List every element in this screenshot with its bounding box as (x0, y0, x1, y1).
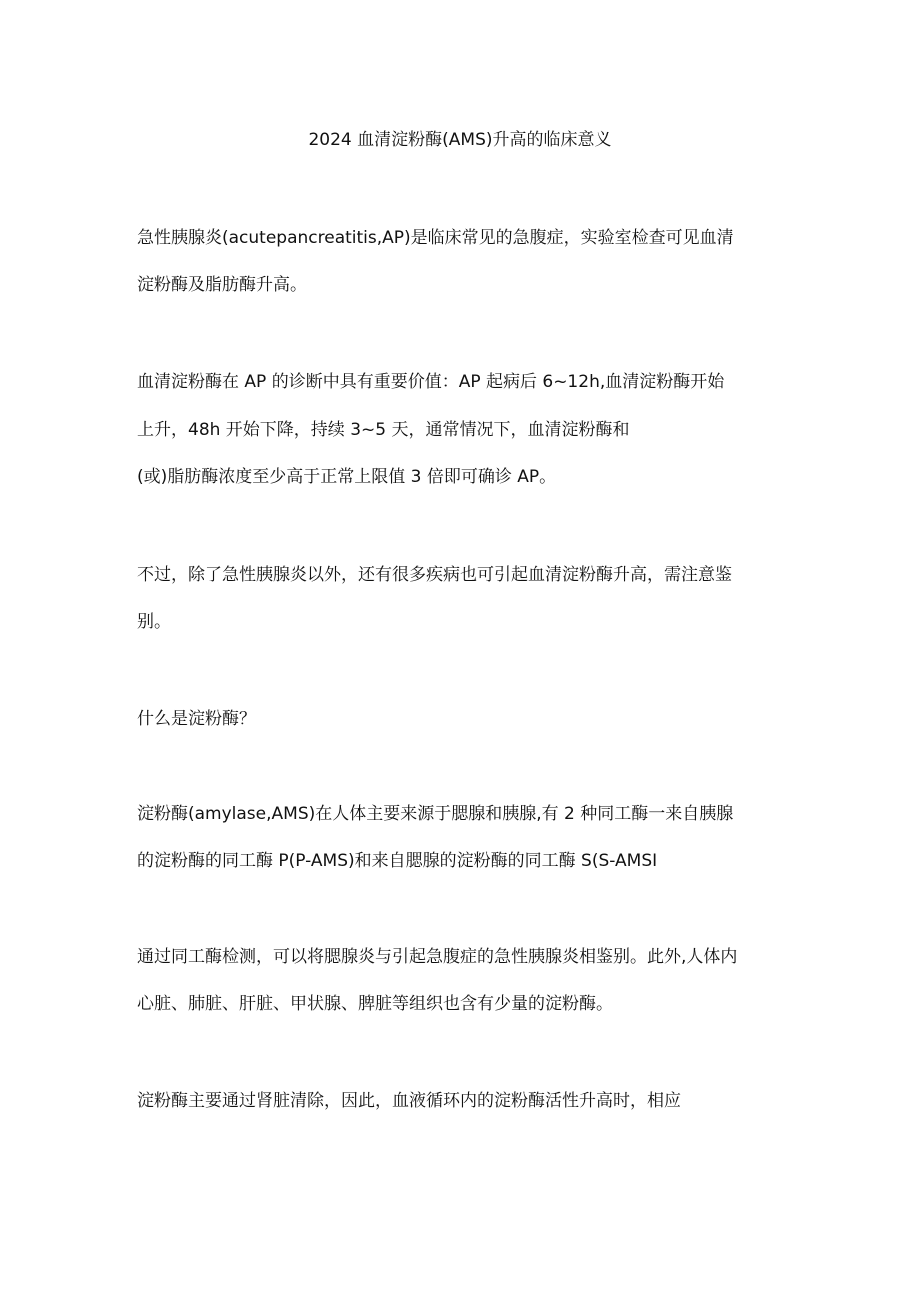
paragraph-2-line-3: (或)脂肪酶浓度至少高于正常上限值 3 倍即可确诊 AP。 (137, 467, 557, 487)
paragraph-6-line-1: 通过同工酶检测，可以将腮腺炎与引起急腹症的急性胰腺炎相鉴别。此外,人体内 (137, 947, 738, 967)
paragraph-1-line-2: 淀粉酶及脂肪酶升高。 (137, 275, 307, 295)
paragraph-3-line-1: 不过，除了急性胰腺炎以外，还有很多疾病也可引起血清淀粉酶升高，需注意鉴 (137, 565, 732, 585)
paragraph-7-line-1: 淀粉酶主要通过肾脏清除，因此，血液循环内的淀粉酶活性升高时，相应 (137, 1091, 681, 1111)
paragraph-2-line-2: 上升，48h 开始下降，持续 3~5 天，通常情况下，血清淀粉酶和 (137, 420, 630, 440)
paragraph-2-line-1: 血清淀粉酶在 AP 的诊断中具有重要价值：AP 起病后 6~12h,血清淀粉酶开始 (137, 372, 725, 392)
paragraph-3-line-2: 别。 (137, 612, 171, 632)
section-heading: 什么是淀粉酶？ (137, 709, 256, 729)
document-title: 2024 血清淀粉酶(AMS)升高的临床意义 (308, 130, 612, 150)
paragraph-5-line-1: 淀粉酶(amylase,AMS)在人体主要来源于腮腺和胰腺,有 2 种同工酶一来自胰腺 (137, 804, 734, 824)
paragraph-6-line-2: 心脏、肺脏、肝脏、甲状腺、脾脏等组织也含有少量的淀粉酶。 (137, 994, 613, 1014)
paragraph-5-line-2: 的淀粉酶的同工酶 P(P-AMS)和来自腮腺的淀粉酶的同工酶 S(S-AMSI (137, 851, 658, 871)
paragraph-1-line-1: 急性胰腺炎(acutepancreatitis,AP)是临床常见的急腹症，实验室检查可见血清 (137, 228, 734, 248)
